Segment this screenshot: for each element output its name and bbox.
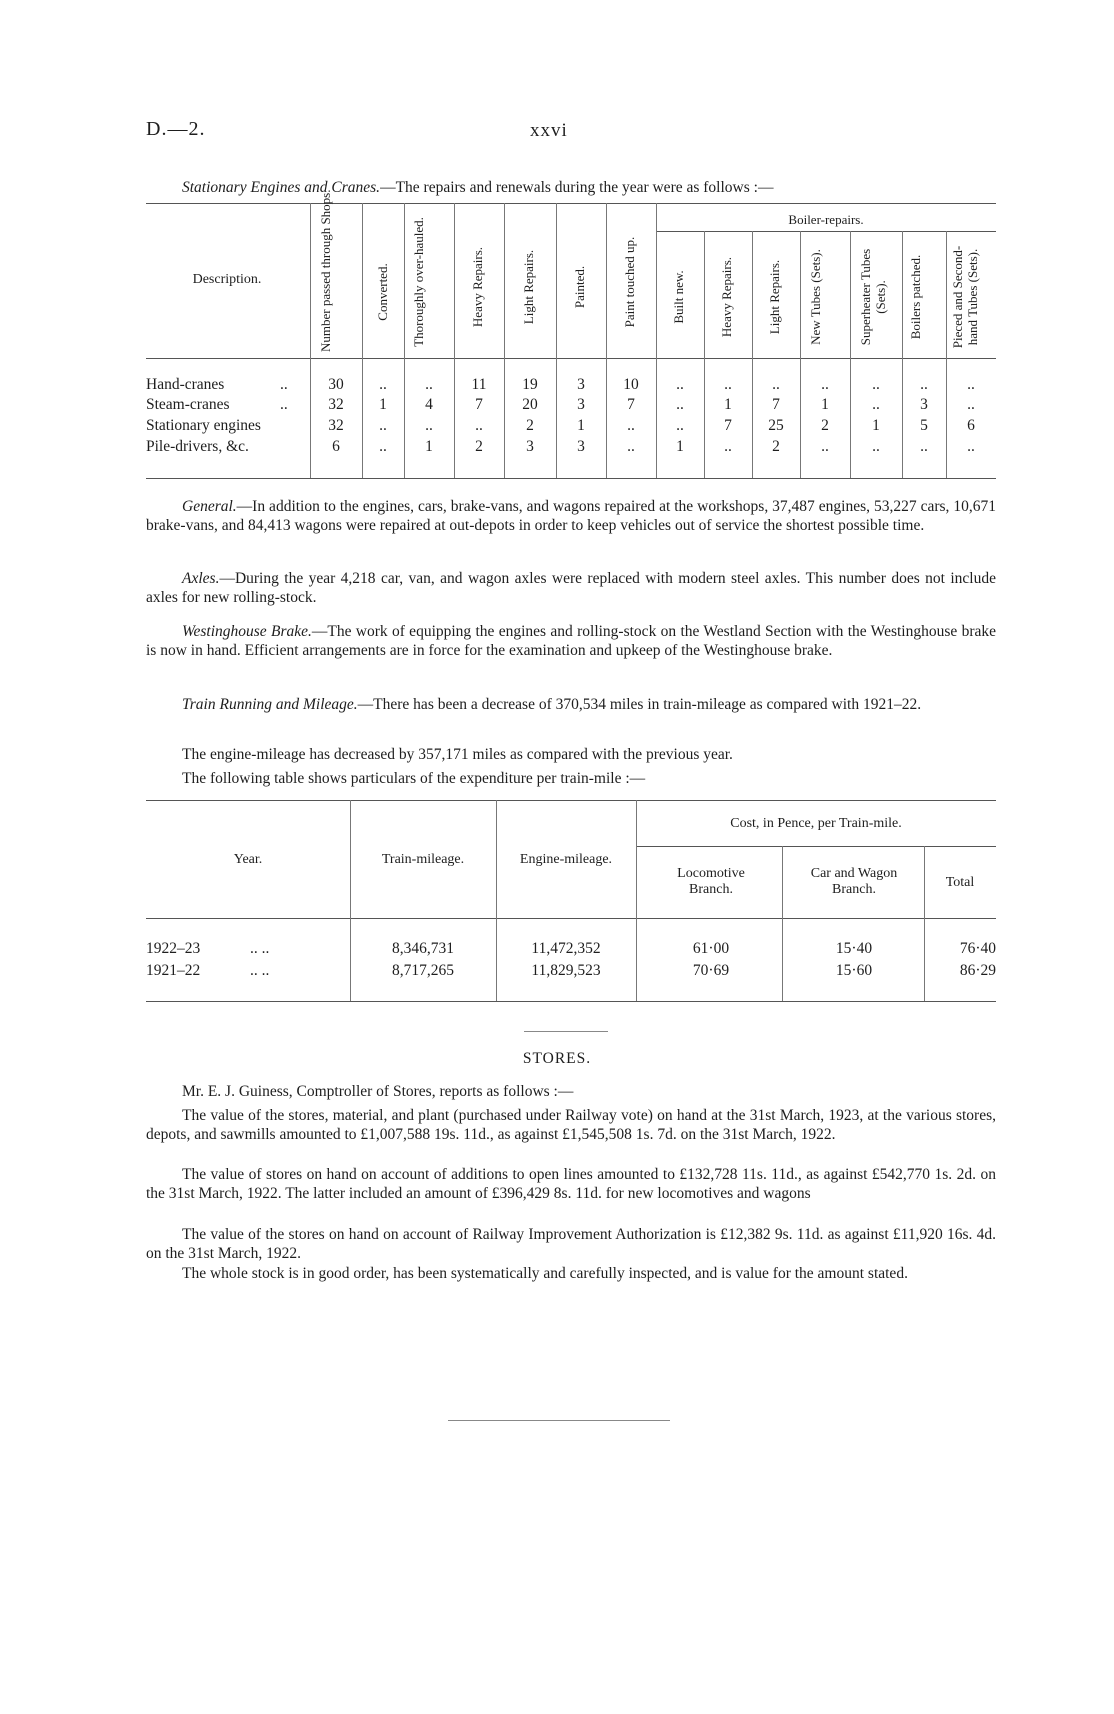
stationary-cell: 32 — [328, 396, 344, 413]
stationary-cell: 2 — [526, 417, 534, 434]
cost-total: 76·40 — [959, 940, 996, 957]
year-header: Year. — [233, 852, 263, 867]
stores-p4-text: The whole stock is in good order, has been systematically and carefully inspected, and is value for the amount stated. — [182, 1265, 908, 1282]
stationary-cell: .. — [627, 438, 635, 455]
page-reference: D.—2. — [146, 118, 206, 140]
cost-year: 1922–23 — [146, 940, 201, 957]
stationary-cell: 1 — [577, 417, 585, 434]
cost-table-bottom-rule — [146, 1001, 996, 1002]
stationary-row-label: Stationary engines — [146, 417, 261, 434]
col-divider — [404, 203, 405, 478]
stationary-cell: 20 — [522, 396, 538, 413]
stationary-cell: 6 — [332, 438, 340, 455]
col-divider — [752, 231, 753, 478]
stationary-row-leader-dots: .. — [280, 376, 288, 393]
table-top-rule — [146, 203, 996, 204]
stationary-row-label: Hand-cranes — [146, 376, 225, 393]
stationary-cell: .. — [920, 376, 928, 393]
col-divider — [800, 231, 801, 478]
col-divider — [362, 203, 363, 478]
cost-leader-dots: .. .. — [250, 962, 270, 979]
stores-paragraph-4 — [146, 1264, 996, 1283]
stationary-cell: .. — [872, 376, 880, 393]
stationary-cell: .. — [379, 438, 387, 455]
stationary-cell: 3 — [577, 438, 585, 455]
axles-paragraph — [146, 569, 996, 607]
stationary-cell: 2 — [475, 438, 483, 455]
stationary-cell: .. — [379, 417, 387, 434]
col-header-number-passed: Number passed through Shops. — [318, 189, 333, 352]
stationary-cell: 2 — [821, 417, 829, 434]
cost-leader-dots: .. .. — [250, 940, 270, 957]
stationary-cell: .. — [475, 417, 483, 434]
col-header-boiler-heavy-repairs: Heavy Repairs. — [719, 256, 734, 338]
col-divider — [704, 231, 705, 478]
stationary-cell: 7 — [772, 396, 780, 413]
stationary-cell: 7 — [475, 396, 483, 413]
cost-group-header: Cost, in Pence, per Train-mile. — [730, 816, 902, 831]
stationary-cell: .. — [872, 438, 880, 455]
train-running-paragraph — [146, 695, 996, 714]
stores-p1-text: The value of the stores, material, and plant (purchased under Railway vote) on hand at the 31st March, 1923, at the various stores, depots, and sawmills amounted to £1,007,588 19s. 11d., as against £1,545,508 1s. 7d. on the 31st March, 1922. — [146, 1107, 996, 1143]
col-header-boiler-light-repairs: Light Repairs. — [767, 259, 782, 335]
train-running-text: —There has been a decrease of 370,534 miles in train-mileage as compared with 1921–22. — [357, 696, 922, 713]
cost-table-top-rule — [146, 800, 996, 801]
stationary-cell: .. — [627, 417, 635, 434]
col-header-thoroughly-overhauled: Thoroughly over-hauled. — [411, 217, 426, 347]
general-text: —In addition to the engines, cars, brake-vans, and wagons repaired at the workshops, 37,487 engines, 53,227 cars, 10,671 brake-vans, and 84,413 wagons were repaired at out-depots in order to keep vehicles out of service the shortest possible time. — [146, 498, 996, 534]
cost-group-rule — [636, 846, 996, 847]
stationary-cell: 30 — [328, 376, 344, 393]
cost-train-mileage: 8,717,265 — [392, 962, 454, 979]
stationary-cell: 2 — [772, 438, 780, 455]
stationary-intro-text: —The repairs and renewals during the year were as follows :— — [380, 179, 774, 196]
col-header-pieced-second-hand-tubes: Pieced and Second-hand Tubes (Sets). — [950, 245, 980, 349]
stationary-cell: .. — [676, 396, 684, 413]
stationary-cell: 4 — [425, 396, 433, 413]
cost-locomotive: 70·69 — [692, 962, 730, 979]
stationary-row-leader-dots: .. — [280, 396, 288, 413]
col-header-built-new: Built new. — [671, 270, 686, 324]
col-header-light-repairs: Light Repairs. — [521, 249, 536, 325]
col-header-superheater-tubes: Superheater Tubes (Sets). — [858, 248, 888, 346]
col-header-converted: Converted. — [375, 263, 390, 321]
stationary-cell: 1 — [676, 438, 684, 455]
col-divider — [656, 203, 657, 478]
stationary-cell: .. — [967, 438, 975, 455]
engine-mileage-paragraph — [146, 745, 996, 764]
stationary-cell: .. — [872, 396, 880, 413]
col-divider — [310, 203, 311, 478]
page-number: xxvi — [530, 120, 568, 141]
stationary-cell: .. — [724, 438, 732, 455]
train-running-heading: Train Running and Mileage. — [182, 696, 358, 713]
stationary-cell: .. — [967, 376, 975, 393]
stores-title: STORES. — [522, 1050, 592, 1067]
stationary-cell: 7 — [627, 396, 635, 413]
col-header-heavy-repairs: Heavy Repairs. — [470, 246, 485, 328]
westinghouse-heading: Westinghouse Brake. — [182, 623, 312, 640]
col-header-new-tubes: New Tubes (Sets). — [808, 249, 823, 345]
stores-intro-text: Mr. E. J. Guiness, Comptroller of Stores, reports as follows :— — [182, 1083, 574, 1100]
cost-car-wagon: 15·40 — [835, 940, 873, 957]
table-bottom-rule — [146, 478, 996, 479]
stationary-cell: .. — [379, 376, 387, 393]
description-header: Description. — [192, 272, 262, 287]
stationary-cell: 11 — [471, 376, 487, 393]
stationary-cell: 6 — [967, 417, 975, 434]
engine-mileage-text: The engine-mileage has decreased by 357,171 miles as compared with the previous year. — [182, 746, 733, 763]
stationary-cell: .. — [676, 417, 684, 434]
train-mileage-header: Train-mileage. — [381, 852, 465, 867]
cost-locomotive: 61·00 — [692, 940, 730, 957]
cost-car-wagon: 15·60 — [835, 962, 873, 979]
stationary-cell: .. — [724, 376, 732, 393]
stores-paragraph-2 — [146, 1165, 996, 1203]
stationary-intro — [146, 178, 996, 197]
col-header-boilers-patched: Boilers patched. — [908, 254, 923, 340]
table-header-rule — [146, 358, 996, 359]
stationary-cell: 3 — [526, 438, 534, 455]
westinghouse-text: —The work of equipping the engines and rolling-stock on the Westland Section with the Westinghouse brake is now in hand. Efficient arrangements are in force for the examination and upkeep of the Westinghouse brake. — [146, 623, 996, 659]
following-text: The following table shows particulars of the expenditure per train-mile :— — [182, 770, 646, 787]
stationary-cell: .. — [821, 376, 829, 393]
stationary-cell: .. — [967, 396, 975, 413]
stationary-cell: .. — [425, 376, 433, 393]
stores-paragraph-3 — [146, 1225, 996, 1263]
stationary-cell: .. — [821, 438, 829, 455]
locomotive-header: Locomotive Branch. — [677, 866, 745, 897]
stationary-cell: 1 — [872, 417, 880, 434]
stores-p2-text: The value of stores on hand on account of additions to open lines amounted to £132,728 11s. 11d., as against £542,770 1s. 2d. on the 31st March, 1922. The latter included an amount of £396,429 8s. 11d. for new locomotives and wagons — [146, 1166, 996, 1202]
stationary-cell: .. — [676, 376, 684, 393]
boiler-group-rule — [656, 231, 996, 232]
stationary-cell: .. — [772, 376, 780, 393]
col-divider — [606, 203, 607, 478]
engine-mileage-header: Engine-mileage. — [519, 852, 613, 867]
stationary-cell: 1 — [724, 396, 732, 413]
general-heading: General. — [182, 498, 237, 515]
stores-paragraph-1 — [146, 1106, 996, 1144]
col-divider — [504, 203, 505, 478]
stationary-cell: 25 — [768, 417, 784, 434]
stationary-intro-heading: Stationary Engines and Cranes. — [182, 179, 381, 196]
section-separator — [524, 1031, 608, 1032]
westinghouse-paragraph — [146, 622, 996, 660]
stationary-cell: .. — [920, 438, 928, 455]
stationary-row-label: Pile-drivers, &c. — [146, 438, 249, 455]
axles-heading: Axles. — [182, 570, 220, 587]
cost-train-mileage: 8,346,731 — [392, 940, 454, 957]
stationary-row-label: Steam-cranes — [146, 396, 230, 413]
stationary-cell: 1 — [821, 396, 829, 413]
stationary-cell: 3 — [920, 396, 928, 413]
stationary-cell: 10 — [623, 376, 639, 393]
bottom-rule — [448, 1420, 670, 1421]
cost-total: 86·29 — [959, 962, 996, 979]
general-paragraph — [146, 497, 996, 535]
stationary-cell: 32 — [328, 417, 344, 434]
following-paragraph — [146, 769, 996, 788]
boiler-repairs-header: Boiler-repairs. — [788, 212, 864, 227]
cost-engine-mileage: 11,829,523 — [531, 962, 601, 979]
col-divider — [946, 231, 947, 478]
stationary-cell: 1 — [425, 438, 433, 455]
stores-p3-text: The value of the stores on hand on account of Railway Improvement Authorization is £12,382 9s. 11d. as against £11,920 16s. 4d. on the 31st March, 1922. — [146, 1226, 996, 1262]
stationary-cell: 3 — [577, 396, 585, 413]
stationary-cell: 19 — [522, 376, 538, 393]
col-divider — [850, 231, 851, 478]
cost-engine-mileage: 11,472,352 — [531, 940, 601, 957]
axles-text: —During the year 4,218 car, van, and wagon axles were replaced with modern steel axles. This number does not include axles for new rolling-stock. — [146, 570, 996, 606]
stationary-cell: 5 — [920, 417, 928, 434]
stationary-cell: 7 — [724, 417, 732, 434]
col-header-paint-touched-up: Paint touched up. — [622, 236, 637, 328]
stationary-cell: 3 — [577, 376, 585, 393]
stationary-cell: 1 — [379, 396, 387, 413]
col-divider — [556, 203, 557, 478]
col-divider — [454, 203, 455, 478]
stationary-cell: .. — [425, 417, 433, 434]
cost-year: 1921–22 — [146, 962, 201, 979]
col-divider — [782, 846, 783, 1001]
car-wagon-header: Car and Wagon Branch. — [810, 866, 898, 897]
stores-intro-paragraph — [146, 1082, 996, 1101]
col-header-painted: Painted. — [572, 265, 587, 309]
total-header: Total — [945, 875, 975, 890]
cost-table-header-rule — [146, 918, 996, 919]
